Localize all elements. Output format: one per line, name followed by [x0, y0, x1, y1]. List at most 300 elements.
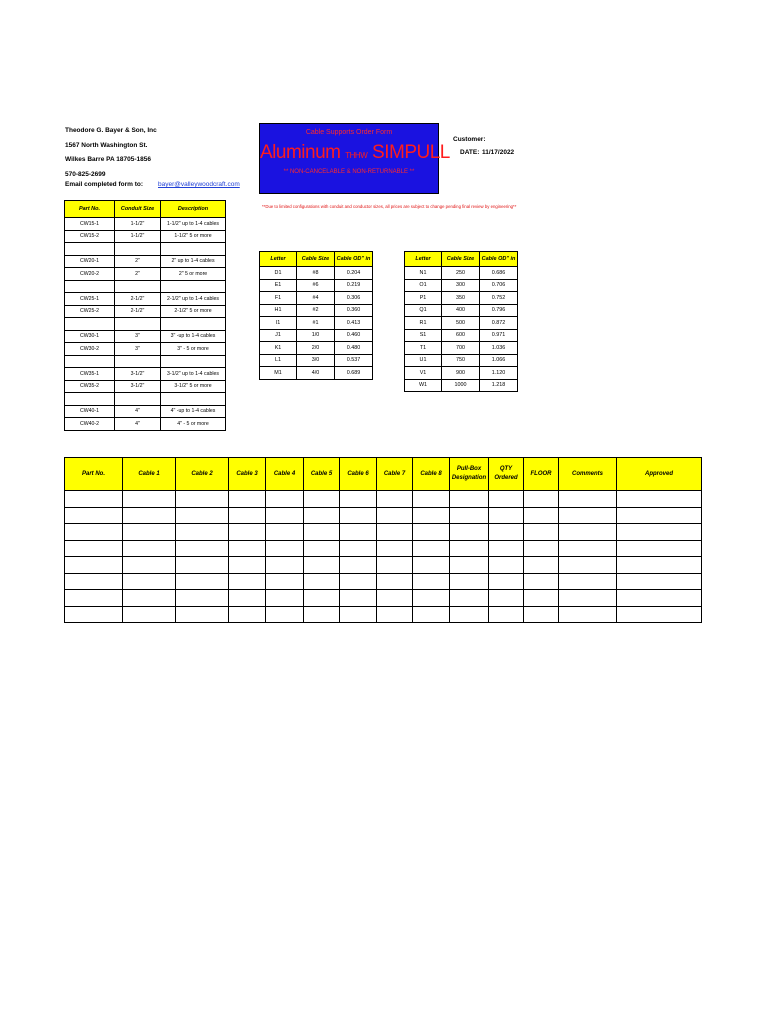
order-table-header-cell: Approved: [617, 458, 702, 491]
conduit-table-cell: 3" -up to 1-4 cables: [161, 330, 226, 343]
order-entry-cell[interactable]: [524, 540, 559, 557]
conduit-table-cell: CW25-1: [65, 293, 115, 306]
conduit-table-header-cell: Description: [161, 201, 226, 218]
order-entry-cell[interactable]: [559, 540, 617, 557]
company-street: 1567 North Washington St.: [65, 141, 148, 149]
order-entry-cell[interactable]: [304, 606, 340, 623]
conduit-table-cell: CW40-1: [65, 405, 115, 418]
conduit-table-cell: 2" 5 or more: [161, 268, 226, 281]
cable-table-left-cell: #4: [297, 292, 335, 305]
order-row: [65, 590, 702, 607]
order-entry-cell[interactable]: [123, 524, 176, 541]
order-table-header-cell: Part No.: [65, 458, 123, 491]
conduit-table-cell: CW30-2: [65, 343, 115, 356]
order-entry-cell[interactable]: [413, 524, 450, 541]
cable-table-right-header-cell: Cable Size: [442, 252, 480, 267]
conduit-table-row: [65, 405, 226, 418]
order-entry-cell[interactable]: [340, 491, 377, 508]
conduit-table-cell: 3": [115, 330, 161, 343]
conduit-table-cell: CW15-1: [65, 218, 115, 231]
cable-table-left-cell: 0.689: [335, 367, 373, 380]
order-entry-cell[interactable]: [340, 590, 377, 607]
conduit-table-cell: 2": [115, 255, 161, 268]
order-entry-cell[interactable]: [340, 573, 377, 590]
order-entry-cell[interactable]: [229, 573, 266, 590]
order-table-header-cell: Pull-Box Designation: [450, 458, 489, 491]
conduit-table-row: [65, 230, 226, 243]
order-entry-cell[interactable]: [123, 573, 176, 590]
cable-table-left-cell: E1: [260, 279, 297, 292]
order-entry-cell[interactable]: [123, 491, 176, 508]
order-table-header-cell: Cable 7: [377, 458, 413, 491]
order-entry-cell[interactable]: [489, 557, 524, 574]
order-table-header-cell: Cable 2: [176, 458, 229, 491]
cable-table-right-cell: S1: [405, 329, 442, 342]
cable-table-right-cell: 400: [442, 304, 480, 317]
order-entry-cell[interactable]: [65, 557, 123, 574]
order-entry-cell[interactable]: [617, 557, 702, 574]
order-entry-cell[interactable]: [617, 491, 702, 508]
conduit-table-cell: [161, 393, 226, 406]
order-row: [65, 573, 702, 590]
conduit-table-row: [65, 343, 226, 356]
conduit-table-cell: 4" - 5 or more: [161, 418, 226, 431]
order-entry-cell[interactable]: [377, 606, 413, 623]
cable-table-right-cell: R1: [405, 317, 442, 330]
cable-table-left-cell: 0.480: [335, 342, 373, 355]
conduit-table-row: [65, 243, 226, 256]
order-entry-cell[interactable]: [266, 540, 304, 557]
conduit-table-cell: 1-1/2" 5 or more: [161, 230, 226, 243]
cable-table-left-cell: #2: [297, 304, 335, 317]
order-entry-cell[interactable]: [617, 590, 702, 607]
order-entry-cell[interactable]: [450, 524, 489, 541]
cable-table-right-cell: U1: [405, 354, 442, 367]
conduit-table-cell: [161, 318, 226, 331]
cable-table-left-cell: D1: [260, 267, 297, 280]
order-entry-cell[interactable]: [524, 557, 559, 574]
company-city: Wilkes Barre PA 18705-1856: [65, 156, 151, 163]
order-entry-cell[interactable]: [413, 540, 450, 557]
company-address: [65, 124, 157, 182]
conduit-table-row: [65, 268, 226, 281]
order-table: [64, 457, 702, 623]
order-entry-cell[interactable]: [413, 557, 450, 574]
cable-table-right-row: [405, 317, 518, 330]
conduit-table-cell: 3": [115, 343, 161, 356]
conduit-table-cell: 4": [115, 405, 161, 418]
order-entry-cell[interactable]: [176, 540, 229, 557]
cable-table-right-cell: O1: [405, 279, 442, 292]
conduit-table-row: [65, 330, 226, 343]
order-entry-cell[interactable]: [65, 491, 123, 508]
order-entry-cell[interactable]: [266, 606, 304, 623]
conduit-table-header-row: [65, 201, 226, 218]
order-entry-cell[interactable]: [450, 491, 489, 508]
cable-table-right-row: [405, 279, 518, 292]
order-entry-cell[interactable]: [489, 540, 524, 557]
conduit-table-cell: [65, 243, 115, 256]
cable-table-left-cell: 4/0: [297, 367, 335, 380]
cable-table-left-cell: #1: [297, 317, 335, 330]
conduit-table-cell: CW35-2: [65, 380, 115, 393]
order-entry-cell[interactable]: [450, 540, 489, 557]
order-entry-cell[interactable]: [559, 590, 617, 607]
order-entry-cell[interactable]: [304, 507, 340, 524]
cable-table-right-cell: T1: [405, 342, 442, 355]
order-entry-cell[interactable]: [617, 524, 702, 541]
cable-table-left-cell: L1: [260, 354, 297, 367]
order-entry-cell[interactable]: [524, 524, 559, 541]
conduit-table-cell: [65, 355, 115, 368]
order-entry-cell[interactable]: [65, 540, 123, 557]
cable-table-right-cell: 1.120: [480, 367, 518, 380]
cable-table-left-cell: 2/0: [297, 342, 335, 355]
order-entry-cell[interactable]: [559, 557, 617, 574]
date-value: 11/17/2022: [482, 149, 515, 156]
cable-table-right-cell: 300: [442, 279, 480, 292]
conduit-table-cell: [115, 355, 161, 368]
conduit-table-cell: 3-1/2" up to 1-4 cables: [161, 368, 226, 381]
cable-table-left-cell: #8: [297, 267, 335, 280]
conduit-table-cell: CW40-2: [65, 418, 115, 431]
email-label: Email completed form to:: [65, 181, 144, 188]
conduit-table-row: [65, 305, 226, 318]
order-entry-cell[interactable]: [617, 573, 702, 590]
order-entry-cell[interactable]: [524, 507, 559, 524]
order-entry-cell[interactable]: [559, 524, 617, 541]
cable-table-right-row: [405, 367, 518, 380]
conduit-table-cell: 1-1/2": [115, 218, 161, 231]
order-entry-cell[interactable]: [377, 507, 413, 524]
cable-table-right-cell: V1: [405, 367, 442, 380]
cable-table-right-cell: 0.796: [480, 304, 518, 317]
order-entry-cell[interactable]: [176, 524, 229, 541]
order-entry-cell[interactable]: [266, 590, 304, 607]
order-entry-cell[interactable]: [266, 491, 304, 508]
order-entry-cell[interactable]: [176, 573, 229, 590]
cable-table-left-header-cell: Letter: [260, 252, 297, 267]
order-entry-cell[interactable]: [617, 507, 702, 524]
conduit-table-cell: CW15-2: [65, 230, 115, 243]
order-entry-cell[interactable]: [377, 540, 413, 557]
order-entry-cell[interactable]: [559, 507, 617, 524]
order-entry-cell[interactable]: [377, 573, 413, 590]
order-entry-cell[interactable]: [524, 606, 559, 623]
cable-table-right-cell: 1000: [442, 379, 480, 392]
order-entry-cell[interactable]: [229, 491, 266, 508]
order-entry-cell[interactable]: [340, 557, 377, 574]
cable-table-right-cell: 0.971: [480, 329, 518, 342]
order-entry-cell[interactable]: [559, 573, 617, 590]
conduit-table-header-cell: Conduit Size: [115, 201, 161, 218]
cable-table-right-cell: 0.872: [480, 317, 518, 330]
form-title-banner: [259, 123, 450, 194]
cable-size-table-right: [404, 251, 518, 392]
conduit-table-cell: CW20-2: [65, 268, 115, 281]
cable-table-right-cell: 250: [442, 267, 480, 280]
cable-table-right-cell: 0.706: [480, 279, 518, 292]
cable-table-right-cell: 1.218: [480, 379, 518, 392]
order-entry-cell[interactable]: [377, 524, 413, 541]
banner-subtitle: ** NON-CANCELABLE & NON-RETURNABLE **: [283, 169, 415, 175]
order-entry-cell[interactable]: [65, 524, 123, 541]
order-entry-cell[interactable]: [377, 491, 413, 508]
cable-table-right-cell: 0.752: [480, 292, 518, 305]
cable-table-right-cell: 350: [442, 292, 480, 305]
conduit-table-cell: [65, 280, 115, 293]
cable-table-left-row: [260, 317, 373, 330]
banner-product-left: Aluminum: [260, 142, 341, 163]
order-entry-cell[interactable]: [229, 590, 266, 607]
order-entry-cell[interactable]: [377, 557, 413, 574]
order-entry-cell[interactable]: [266, 507, 304, 524]
conduit-table-row: [65, 380, 226, 393]
order-row: [65, 507, 702, 524]
order-entry-cell[interactable]: [123, 507, 176, 524]
order-entry-cell[interactable]: [489, 491, 524, 508]
cable-table-right-cell: N1: [405, 267, 442, 280]
cable-table-right-row: [405, 342, 518, 355]
order-entry-cell[interactable]: [559, 606, 617, 623]
cable-table-left-cell: 0.460: [335, 329, 373, 342]
order-entry-cell[interactable]: [65, 606, 123, 623]
order-entry-cell[interactable]: [450, 590, 489, 607]
order-entry-cell[interactable]: [489, 590, 524, 607]
cable-table-right-cell: 750: [442, 354, 480, 367]
conduit-table-cell: 4" -up to 1-4 cables: [161, 405, 226, 418]
conduit-table-cell: CW20-1: [65, 255, 115, 268]
order-entry-cell[interactable]: [176, 557, 229, 574]
order-entry-cell[interactable]: [176, 590, 229, 607]
conduit-table-row: [65, 355, 226, 368]
conduit-table-cell: 4": [115, 418, 161, 431]
cable-table-right-header-row: [405, 252, 518, 267]
order-entry-cell[interactable]: [176, 507, 229, 524]
order-entry-cell[interactable]: [340, 524, 377, 541]
order-entry-cell[interactable]: [413, 573, 450, 590]
order-table-header-cell: Comments: [559, 458, 617, 491]
company-name: Theodore G. Bayer & Son, Inc: [65, 127, 157, 134]
cable-table-right-cell: W1: [405, 379, 442, 392]
cable-table-left-cell: 0.537: [335, 354, 373, 367]
order-entry-cell[interactable]: [304, 573, 340, 590]
order-entry-cell[interactable]: [617, 606, 702, 623]
cable-table-left-row: [260, 354, 373, 367]
order-entry-cell[interactable]: [524, 491, 559, 508]
cable-table-left-cell: 0.413: [335, 317, 373, 330]
cable-table-left-cell: M1: [260, 367, 297, 380]
banner-product: [260, 142, 450, 164]
conduit-table-row: [65, 368, 226, 381]
order-entry-cell[interactable]: [65, 573, 123, 590]
company-phone: 570-825-2699: [65, 170, 106, 178]
conduit-table-cell: 2" up to 1-4 cables: [161, 255, 226, 268]
conduit-table-row: [65, 255, 226, 268]
conduit-table-cell: [115, 280, 161, 293]
cable-table-right-row: [405, 267, 518, 280]
order-entry-cell[interactable]: [489, 606, 524, 623]
cable-table-right-row: [405, 329, 518, 342]
order-table-header-cell: Cable 1: [123, 458, 176, 491]
order-entry-cell[interactable]: [266, 557, 304, 574]
order-entry-cell[interactable]: [229, 507, 266, 524]
order-entry-cell[interactable]: [304, 491, 340, 508]
order-entry-cell[interactable]: [304, 524, 340, 541]
cable-table-left-cell: 0.360: [335, 304, 373, 317]
conduit-table: [64, 200, 226, 431]
conduit-table-cell: 3" - 5 or more: [161, 343, 226, 356]
conduit-table-cell: [115, 318, 161, 331]
cable-table-left-cell: 3/0: [297, 354, 335, 367]
order-entry-cell[interactable]: [489, 573, 524, 590]
order-entry-cell[interactable]: [176, 606, 229, 623]
conduit-table-cell: 1-1/2": [115, 230, 161, 243]
cable-table-right-cell: 700: [442, 342, 480, 355]
banner-title: Cable Supports Order Form: [305, 129, 393, 136]
order-row: [65, 606, 702, 623]
conduit-table-cell: [115, 393, 161, 406]
cable-table-left-header-cell: Cable Size: [297, 252, 335, 267]
order-entry-cell[interactable]: [304, 590, 340, 607]
cable-table-left-header-cell: Cable OD" in: [335, 252, 373, 267]
conduit-table-cell: CW30-1: [65, 330, 115, 343]
order-entry-cell[interactable]: [304, 540, 340, 557]
cable-table-left-row: [260, 329, 373, 342]
order-entry-cell[interactable]: [266, 573, 304, 590]
cable-table-right-cell: Q1: [405, 304, 442, 317]
order-entry-cell[interactable]: [450, 573, 489, 590]
conduit-table-cell: 2-1/2" 5 or more: [161, 305, 226, 318]
order-row: [65, 524, 702, 541]
order-entry-cell[interactable]: [617, 540, 702, 557]
cable-table-right-cell: 500: [442, 317, 480, 330]
order-entry-cell[interactable]: [413, 507, 450, 524]
conduit-table-cell: CW25-2: [65, 305, 115, 318]
conduit-table-row: [65, 318, 226, 331]
order-entry-cell[interactable]: [123, 557, 176, 574]
order-table-header-cell: FLOOR: [524, 458, 559, 491]
cable-table-left-cell: 1/0: [297, 329, 335, 342]
order-entry-cell[interactable]: [524, 573, 559, 590]
order-entry-cell[interactable]: [176, 491, 229, 508]
order-entry-cell[interactable]: [266, 524, 304, 541]
order-table-header-cell: Cable 5: [304, 458, 340, 491]
cable-table-left-cell: #6: [297, 279, 335, 292]
order-entry-cell[interactable]: [340, 606, 377, 623]
order-table-header-row: [65, 458, 702, 491]
cable-table-right-row: [405, 292, 518, 305]
order-entry-cell[interactable]: [489, 507, 524, 524]
conduit-table-cell: 2-1/2": [115, 293, 161, 306]
conduit-table-cell: [161, 355, 226, 368]
cable-table-left-cell: H1: [260, 304, 297, 317]
pricing-note: **Due to limited configurations with conduit and conductor sizes, all prices are subject to change pending final review by engineering**: [262, 204, 517, 209]
order-entry-cell[interactable]: [413, 590, 450, 607]
cable-table-right-cell: 0.686: [480, 267, 518, 280]
order-entry-cell[interactable]: [340, 507, 377, 524]
conduit-table-cell: 3-1/2": [115, 380, 161, 393]
conduit-table-row: [65, 293, 226, 306]
order-entry-cell[interactable]: [450, 557, 489, 574]
cable-table-right-header-cell: Cable OD" in: [480, 252, 518, 267]
order-entry-cell[interactable]: [304, 557, 340, 574]
conduit-table-header-cell: Part No.: [65, 201, 115, 218]
cable-table-right-cell: 900: [442, 367, 480, 380]
conduit-table-cell: 1-1/2" up to 1-4 cables: [161, 218, 226, 231]
cable-table-left-cell: 0.306: [335, 292, 373, 305]
order-entry-cell[interactable]: [229, 540, 266, 557]
cable-table-right-cell: 1.036: [480, 342, 518, 355]
cable-table-left-row: [260, 367, 373, 380]
order-entry-cell[interactable]: [450, 606, 489, 623]
order-entry-cell[interactable]: [489, 524, 524, 541]
conduit-table-row: [65, 393, 226, 406]
order-entry-cell[interactable]: [229, 606, 266, 623]
order-entry-cell[interactable]: [123, 590, 176, 607]
cable-table-left-cell: J1: [260, 329, 297, 342]
order-table-header-cell: Cable 4: [266, 458, 304, 491]
cable-table-left-cell: 0.219: [335, 279, 373, 292]
order-entry-cell[interactable]: [340, 540, 377, 557]
cable-size-table-left: [259, 251, 373, 380]
order-table-header-cell: Cable 6: [340, 458, 377, 491]
cable-table-right-row: [405, 354, 518, 367]
order-row: [65, 540, 702, 557]
email-link[interactable]: bayer@valleywoodcraft.com: [158, 181, 240, 188]
cable-table-left-row: [260, 304, 373, 317]
order-entry-cell[interactable]: [559, 491, 617, 508]
cable-table-right-cell: 600: [442, 329, 480, 342]
conduit-table-cell: 2": [115, 268, 161, 281]
conduit-table-cell: [65, 393, 115, 406]
cable-table-left-row: [260, 292, 373, 305]
order-row: [65, 557, 702, 574]
order-entry-cell[interactable]: [413, 606, 450, 623]
cable-table-left-row: [260, 279, 373, 292]
conduit-table-row: [65, 418, 226, 431]
order-table-header-cell: Cable 8: [413, 458, 450, 491]
conduit-table-cell: [161, 243, 226, 256]
cable-table-left-cell: F1: [260, 292, 297, 305]
cable-table-right-row: [405, 304, 518, 317]
order-entry-cell[interactable]: [65, 507, 123, 524]
order-entry-cell[interactable]: [65, 590, 123, 607]
conduit-table-cell: 2-1/2": [115, 305, 161, 318]
cable-table-left-row: [260, 267, 373, 280]
order-entry-cell[interactable]: [123, 540, 176, 557]
conduit-table-cell: 3-1/2" 5 or more: [161, 380, 226, 393]
order-entry-cell[interactable]: [524, 590, 559, 607]
order-entry-cell[interactable]: [450, 507, 489, 524]
cable-table-left-cell: K1: [260, 342, 297, 355]
banner-product-small: THHW: [345, 151, 368, 160]
order-entry-cell[interactable]: [229, 557, 266, 574]
cable-table-left-cell: 0.204: [335, 267, 373, 280]
conduit-table-row: [65, 218, 226, 231]
order-entry-cell[interactable]: [123, 606, 176, 623]
order-entry-cell[interactable]: [229, 524, 266, 541]
customer-label: Customer:: [453, 136, 486, 143]
order-entry-cell[interactable]: [413, 491, 450, 508]
cable-table-left-header-row: [260, 252, 373, 267]
conduit-table-cell: 3-1/2": [115, 368, 161, 381]
order-table-header-cell: Cable 3: [229, 458, 266, 491]
order-table-header-cell: QTY Ordered: [489, 458, 524, 491]
conduit-table-cell: [65, 318, 115, 331]
cable-table-right-row: [405, 379, 518, 392]
order-entry-cell[interactable]: [377, 590, 413, 607]
